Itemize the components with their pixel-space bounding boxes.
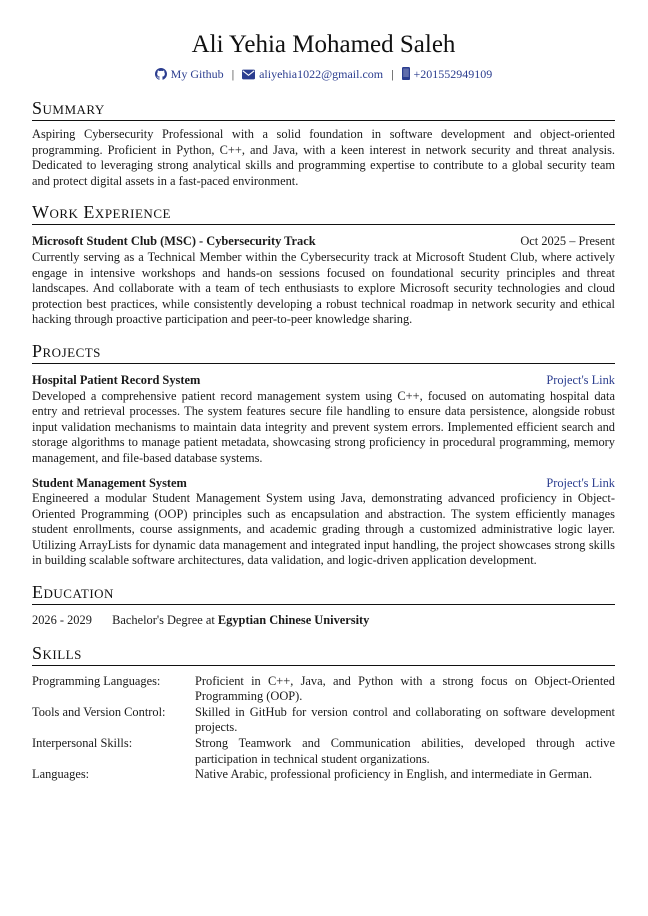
experience-date: Oct 2025 – Present: [520, 234, 615, 249]
skill-row: [32, 736, 615, 767]
project-link[interactable]: Project's Link: [546, 372, 615, 387]
skill-value: Strong Teamwork and Communication abilities, developed through active participation in technical student organizations.: [195, 736, 615, 766]
skills-heading: Skills: [32, 643, 615, 666]
skill-row: [32, 767, 615, 783]
experience-title: Microsoft Student Club (MSC) - Cybersecurity Track: [32, 234, 316, 249]
skill-row: [32, 705, 615, 736]
education-entry: [32, 613, 615, 629]
skill-label: Programming Languages:: [32, 673, 161, 688]
project-entry-header: [32, 373, 615, 389]
skill-value: Proficient in C++, Java, and Python with a strong focus on Object-Oriented Programming (OOP).: [195, 673, 615, 704]
skills-table: [32, 674, 615, 783]
project-entry-header: [32, 476, 615, 492]
envelope-icon: [242, 69, 255, 84]
skill-label: Languages:: [32, 767, 90, 782]
skill-value: Native Arabic, professional proficiency in English, and intermediate in German.: [195, 767, 593, 782]
separator: |: [391, 67, 394, 81]
project-title: Hospital Patient Record System: [32, 372, 201, 387]
separator: |: [231, 67, 235, 81]
email-label: aliyehia1022@gmail.com: [259, 67, 384, 81]
contact-line: [32, 67, 615, 84]
phone-link[interactable]: [402, 67, 493, 81]
github-label: My Github: [170, 67, 224, 81]
education-degree: Bachelor's Degree at: [112, 613, 215, 628]
project-title: Student Management System: [32, 475, 187, 490]
phone-label: +201552949109: [413, 67, 493, 81]
email-link[interactable]: [242, 67, 383, 81]
education-heading: Education: [32, 582, 615, 605]
skill-row: [32, 674, 615, 705]
education-school: Egyptian Chinese University: [217, 613, 370, 628]
skill-label: Interpersonal Skills:: [32, 736, 133, 751]
phone-icon: [402, 67, 410, 84]
project-link[interactable]: Project's Link: [546, 475, 615, 490]
education-years: 2026 - 2029: [32, 613, 92, 628]
projects-heading: Projects: [32, 341, 615, 364]
experience-entry-header: [32, 234, 615, 250]
experience-heading: Work Experience: [32, 202, 615, 225]
summary-text: Aspiring Cybersecurity Professional with a solid foundation in software development and object-oriented programming. Proficient in Python, C++, and Java, with a keen interest in network security and threat analysis. Dedicated to leveraging strong analytical skills and programming expertise to contribute to a global security team and protect digital assets in a fast-paced environment.: [32, 127, 615, 188]
project-description: Developed a comprehensive patient record management system using C++, focused on automating hospital data entry and retrieval processes. The system features secure file handling to ensure data persistence, alongside robust input validation mechanisms to maintain data integrity and prevent system errors. Implemented efficient search and storage algorithms to manage patient metadata, showcasing strong proficiency in procedural programming, memory management, and file-based database systems.: [32, 388, 615, 465]
summary-heading: Summary: [32, 98, 615, 121]
resume-name: Ali Yehia Mohamed Saleh: [191, 31, 456, 58]
resume-page: [32, 30, 615, 783]
github-icon: [155, 68, 167, 84]
project-description: Engineered a modular Student Management System using Java, demonstrating advanced proficiency in Object-Oriented Programming (OOP) principles such as encapsulation and abstraction. The system efficiently manages student enrollments, course assignments, and academic grading through a customized administrative logic layer. Utilizing ArrayLists for dynamic data management and integrated input handling, the project showcases strong skills in building scalable software architectures, data validation, and logic-driven application development.: [32, 491, 615, 568]
skill-value: Skilled in GitHub for version control and collaborating on software development projects.: [195, 704, 615, 735]
skill-label: Tools and Version Control:: [32, 704, 166, 719]
github-link[interactable]: [155, 67, 224, 81]
experience-description: Currently serving as a Technical Member within the Cybersecurity track at Microsoft Student Club, where actively engage in intensive workshops and hands-on sessions focused on foundational security principles and threat landscapes. And collaborate with a team of tech enthusiasts to explore Microsoft security technologies and cloud protection best practices, while consistently developing a robust technical roadmap in network security and ethical hacking through proactive participation and peer-to-peer knowledge sharing.: [32, 249, 615, 327]
